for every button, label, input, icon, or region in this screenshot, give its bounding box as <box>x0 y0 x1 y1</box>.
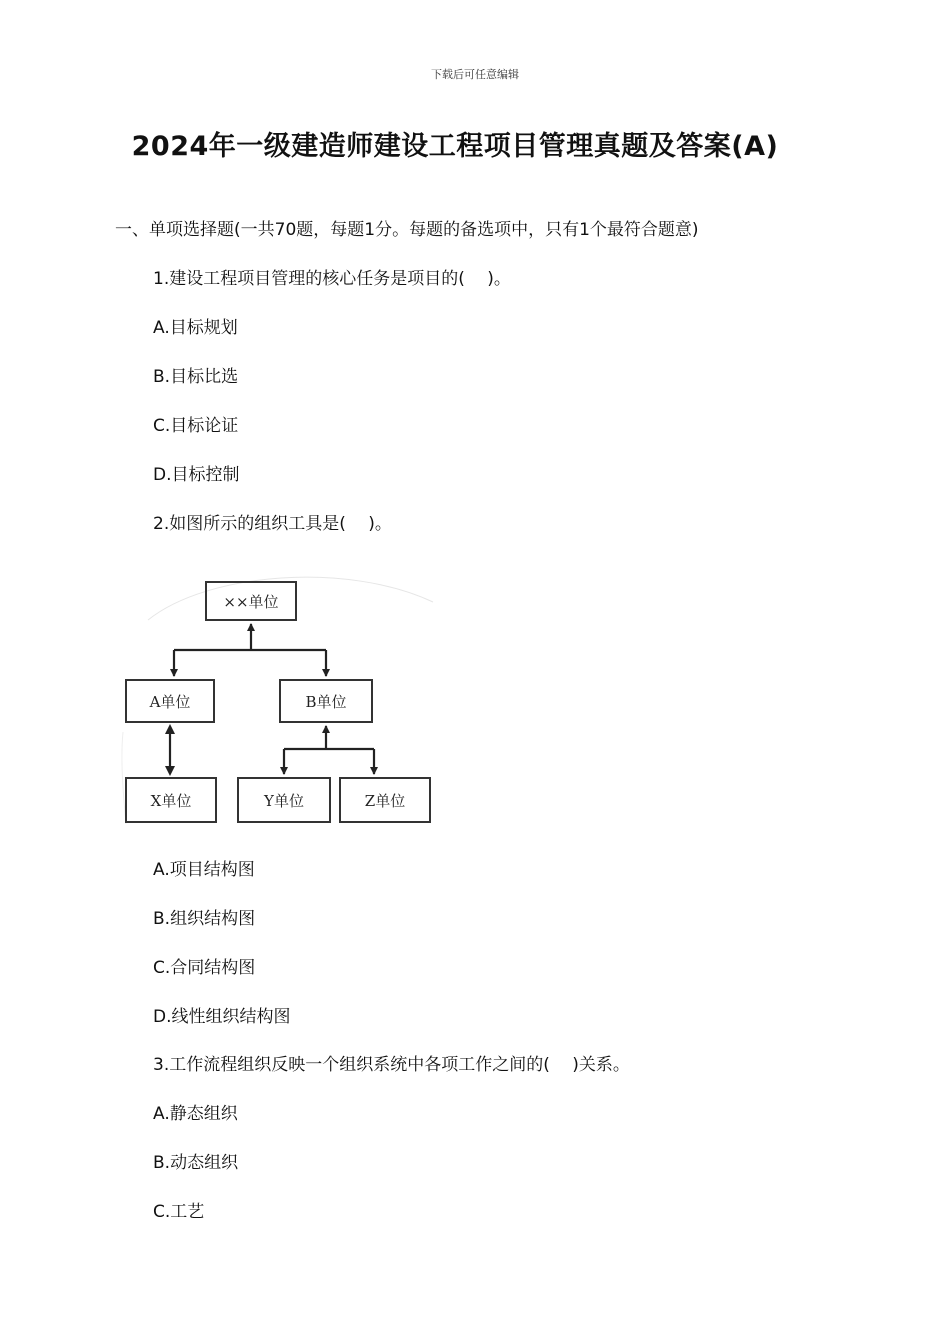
question-2-option-b: B.组织结构图 <box>153 909 256 929</box>
question-1-option-d: D.目标控制 <box>153 465 240 485</box>
chart-label-top: ××单位 <box>223 593 279 611</box>
question-2-option-d: D.线性组织结构图 <box>153 1007 291 1027</box>
chart-label-a: A单位 <box>149 693 191 711</box>
question-1-option-b: B.目标比选 <box>153 367 239 387</box>
question-3-option-c: C.工艺 <box>153 1202 205 1222</box>
question-1-option-c: C.目标论证 <box>153 416 239 436</box>
question-2-stem: 2.如图所示的组织工具是( )。 <box>153 514 392 534</box>
question-2-option-a: A.项目结构图 <box>153 860 255 880</box>
question-3-option-b: B.动态组织 <box>153 1153 239 1173</box>
question-3-option-a: A.静态组织 <box>153 1104 238 1124</box>
question-1-stem: 1.建设工程项目管理的核心任务是项目的( )。 <box>153 269 511 289</box>
chart-label-b: B单位 <box>305 693 347 711</box>
chart-label-x: X单位 <box>150 792 192 810</box>
organization-chart-figure <box>118 562 438 830</box>
document-title: 2024年一级建造师建设工程项目管理真题及答案(A) <box>131 131 779 162</box>
organization-chart <box>118 562 438 830</box>
page-header-note: 下载后可任意编辑 <box>431 68 519 81</box>
question-1-option-a: A.目标规划 <box>153 318 238 338</box>
chart-label-z: Z单位 <box>364 792 406 810</box>
question-2-option-c: C.合同结构图 <box>153 958 256 978</box>
chart-label-y: Y单位 <box>264 792 304 810</box>
section-heading: 一、单项选择题(一共70题，每题1分。每题的备选项中，只有1个最符合题意) <box>115 220 699 240</box>
question-3-stem: 3.工作流程组织反映一个组织系统中各项工作之间的( )关系。 <box>153 1055 630 1075</box>
